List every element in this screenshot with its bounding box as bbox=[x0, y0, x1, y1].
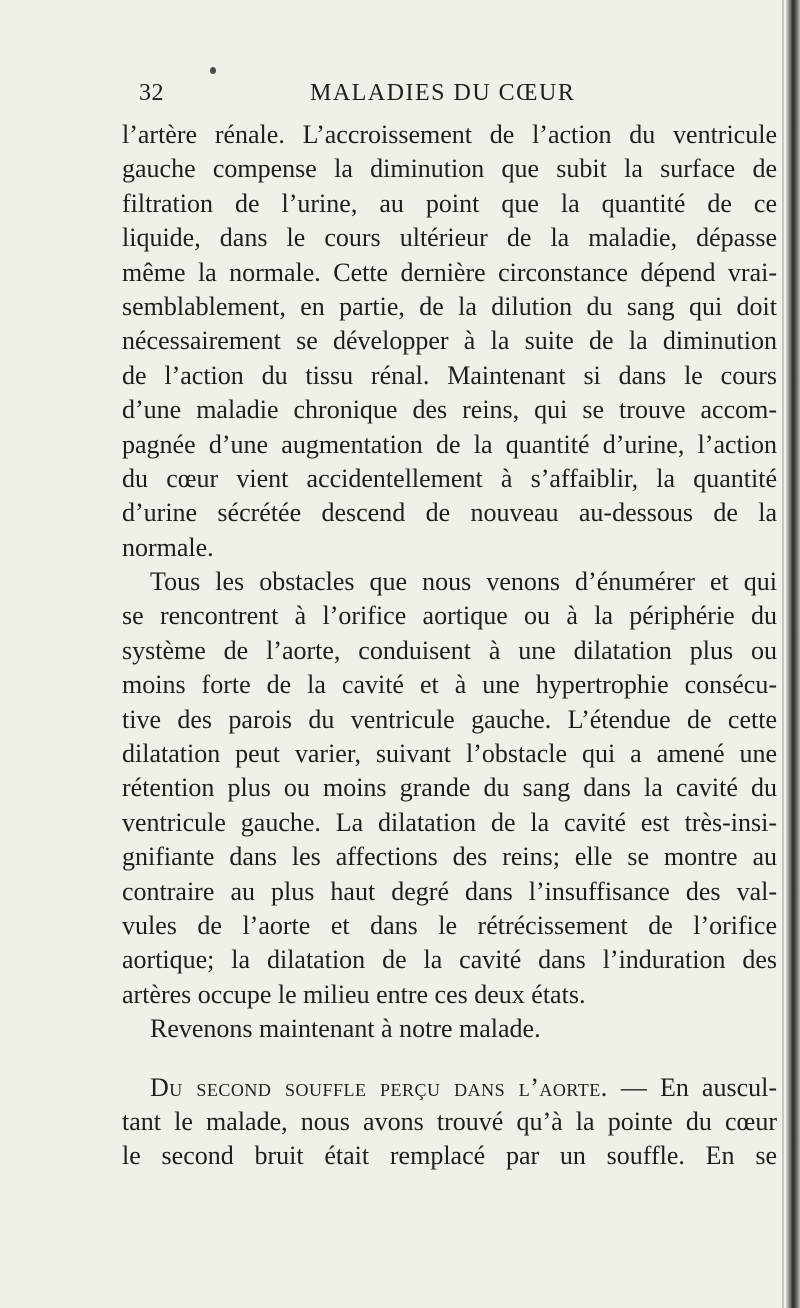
paragraph-2 bbox=[122, 565, 777, 1012]
text-line: pagnée d’une augmentation de la quantité d’urine, l’action bbox=[122, 429, 777, 459]
text-line: gnifiante dans les affections des reins; elle se montre au bbox=[122, 842, 777, 872]
text-line: ventricule gauche. La dilatation de la cavité est très-insi- bbox=[122, 807, 777, 837]
text-line: gauche compense la diminution que subit la surface de bbox=[122, 154, 777, 184]
text-line: liquide, dans le cours ultérieur de la maladie, dépasse bbox=[122, 223, 777, 253]
text-line: nécessairement se développer à la suite de la diminution bbox=[122, 326, 777, 356]
section-gap bbox=[122, 1047, 777, 1071]
text-line: dilatation peut varier, suivant l’obstacle qui a amené une bbox=[122, 739, 777, 769]
text-line: de l’action du tissu rénal. Maintenant si dans le cours bbox=[122, 360, 777, 390]
text-line: artères occupe le milieu entre ces deux états. bbox=[122, 979, 586, 1009]
text-line: même la normale. Cette dernière circonstance dépend vrai- bbox=[122, 257, 777, 287]
text-line: d’urine sécrétée descend de nouveau au-dessous de la bbox=[122, 498, 777, 528]
paragraph-1 bbox=[122, 118, 777, 565]
section-heading: Du second souffle perçu dans l’aorte. bbox=[150, 1072, 608, 1102]
section-heading-line bbox=[122, 1071, 777, 1105]
book-spine-edge bbox=[786, 0, 800, 1308]
text-line: du cœur vient accidentellement à s’affaiblir, la quantité bbox=[122, 463, 777, 493]
text-line: moins forte de la cavité et à une hypertrophie consécu- bbox=[122, 670, 777, 700]
page-header bbox=[122, 80, 777, 112]
text-line: se rencontrent à l’orifice aortique ou à la périphérie du bbox=[122, 601, 777, 631]
page-edge-shadow bbox=[782, 0, 784, 1308]
ink-spot bbox=[210, 67, 216, 74]
text-line: filtration de l’urine, au point que la quantité de ce bbox=[122, 188, 777, 218]
text-line: vules de l’aorte et dans le rétrécissement de l’orifice bbox=[122, 910, 777, 940]
text-line: d’une maladie chronique des reins, qui se trouve accom- bbox=[122, 395, 777, 425]
text-line: normale. bbox=[122, 532, 214, 562]
text-line: tive des parois du ventricule gauche. L’étendue de cette bbox=[122, 704, 777, 734]
text-line: Tous les obstacles que nous venons d’énumérer et qui bbox=[150, 567, 777, 597]
text-line: Revenons maintenant à notre malade. bbox=[150, 1014, 541, 1044]
paragraph-3 bbox=[122, 1012, 777, 1046]
heading-continuation: — En auscul- bbox=[607, 1072, 777, 1102]
text-line: contraire au plus haut degré dans l’insuffisance des val- bbox=[122, 876, 777, 906]
text-line: semblablement, en partie, de la dilution du sang qui doit bbox=[122, 291, 777, 321]
page-number: 32 bbox=[139, 80, 164, 106]
text-line: aortique; la dilatation de la cavité dans l’induration des bbox=[122, 945, 777, 975]
text-line: rétention plus ou moins grande du sang dans la cavité du bbox=[122, 773, 777, 803]
body-text bbox=[122, 118, 777, 1174]
text-line: l’artère rénale. L’accroissement de l’action du ventricule bbox=[122, 120, 777, 149]
running-head: MALADIES DU CŒUR bbox=[310, 80, 576, 106]
text-line: tant le malade, nous avons trouvé qu’à la pointe du cœur bbox=[122, 1106, 777, 1136]
paragraph-4 bbox=[122, 1071, 777, 1174]
text-line: le second bruit était remplacé par un souffle. En se bbox=[122, 1141, 777, 1171]
text-line: système de l’aorte, conduisent à une dilatation plus ou bbox=[122, 635, 777, 665]
